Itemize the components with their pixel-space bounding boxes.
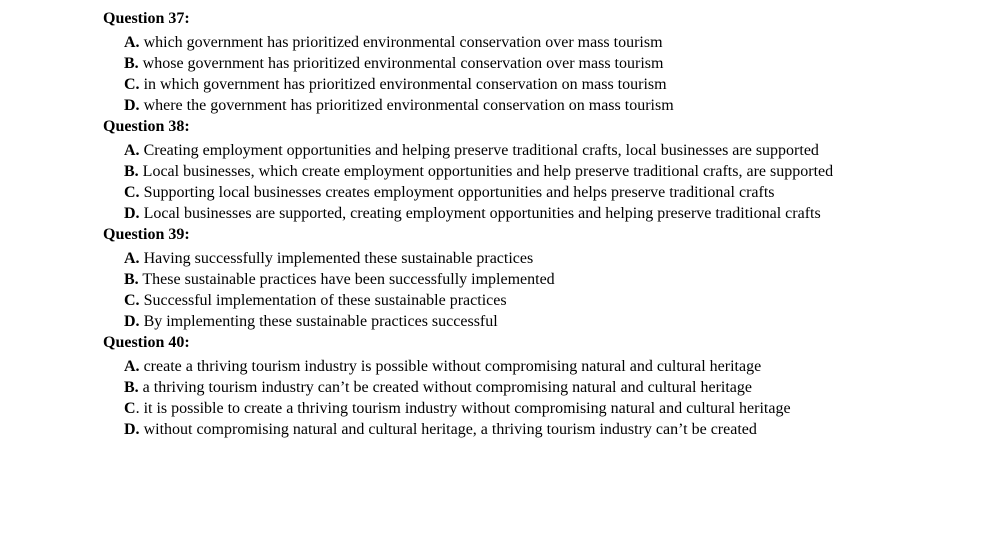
option-a (103, 248, 913, 269)
option-c (103, 74, 913, 95)
option-text: a thriving tourism industry can’t be created without compromising natural and cultural heritage (138, 379, 752, 396)
option-letter: B. (124, 271, 139, 288)
question-40 (103, 332, 913, 440)
option-text: which government has prioritized environmental conservation over mass tourism (139, 34, 663, 51)
option-a (103, 32, 913, 53)
option-letter: B. (124, 163, 139, 180)
option-letter: C. (124, 292, 140, 309)
option-letter: B. (124, 379, 139, 396)
option-text: Successful implementation of these sustainable practices (139, 292, 507, 309)
option-letter: D. (124, 97, 140, 114)
option-text: . it is possible to create a thriving tourism industry without compromising natural and cultural heritage (135, 400, 791, 417)
option-b (103, 161, 913, 182)
option-text: By implementing these sustainable practices successful (139, 313, 498, 330)
option-text: These sustainable practices have been successfully implemented (138, 271, 555, 288)
option-list (103, 356, 913, 440)
option-text: Local businesses are supported, creating employment opportunities and helping preserve traditional crafts (139, 205, 821, 222)
question-37 (103, 8, 913, 116)
option-d (103, 311, 913, 332)
option-text: Supporting local businesses creates employment opportunities and helps preserve traditional crafts (139, 184, 775, 201)
option-letter: B. (124, 55, 139, 72)
option-text: create a thriving tourism industry is possible without compromising natural and cultural heritage (139, 358, 762, 375)
option-list (103, 140, 913, 224)
option-text: Having successfully implemented these sustainable practices (139, 250, 534, 267)
option-text: without compromising natural and cultural heritage, a thriving tourism industry can’t be created (139, 421, 757, 438)
option-a (103, 356, 913, 377)
option-b (103, 53, 913, 74)
option-list (103, 32, 913, 116)
option-d (103, 419, 913, 440)
option-letter: C. (124, 76, 140, 93)
option-d (103, 95, 913, 116)
option-text: in which government has prioritized environmental conservation on mass tourism (139, 76, 667, 93)
option-letter: A. (124, 358, 140, 375)
option-letter: A. (124, 142, 140, 159)
option-b (103, 377, 913, 398)
option-text: Creating employment opportunities and helping preserve traditional crafts, local businesses are supported (139, 142, 819, 159)
option-letter: A. (124, 250, 140, 267)
question-title: Question 37: (103, 10, 190, 27)
option-letter: D. (124, 313, 140, 330)
option-text: Local businesses, which create employment opportunities and help preserve traditional crafts, are supported (138, 163, 834, 180)
option-letter: C (124, 400, 136, 417)
option-c (103, 290, 913, 311)
option-a (103, 140, 913, 161)
option-text: where the government has prioritized environmental conservation on mass tourism (139, 97, 674, 114)
option-letter: D. (124, 421, 140, 438)
question-39 (103, 224, 913, 332)
question-title: Question 39: (103, 226, 190, 243)
option-d (103, 203, 913, 224)
question-title: Question 38: (103, 118, 190, 135)
question-document (103, 8, 913, 440)
option-letter: D. (124, 205, 140, 222)
option-c (103, 398, 913, 419)
option-text: whose government has prioritized environmental conservation over mass tourism (138, 55, 664, 72)
option-letter: A. (124, 34, 140, 51)
option-letter: C. (124, 184, 140, 201)
option-c (103, 182, 913, 203)
option-b (103, 269, 913, 290)
question-title: Question 40: (103, 334, 190, 351)
option-list (103, 248, 913, 332)
question-38 (103, 116, 913, 224)
